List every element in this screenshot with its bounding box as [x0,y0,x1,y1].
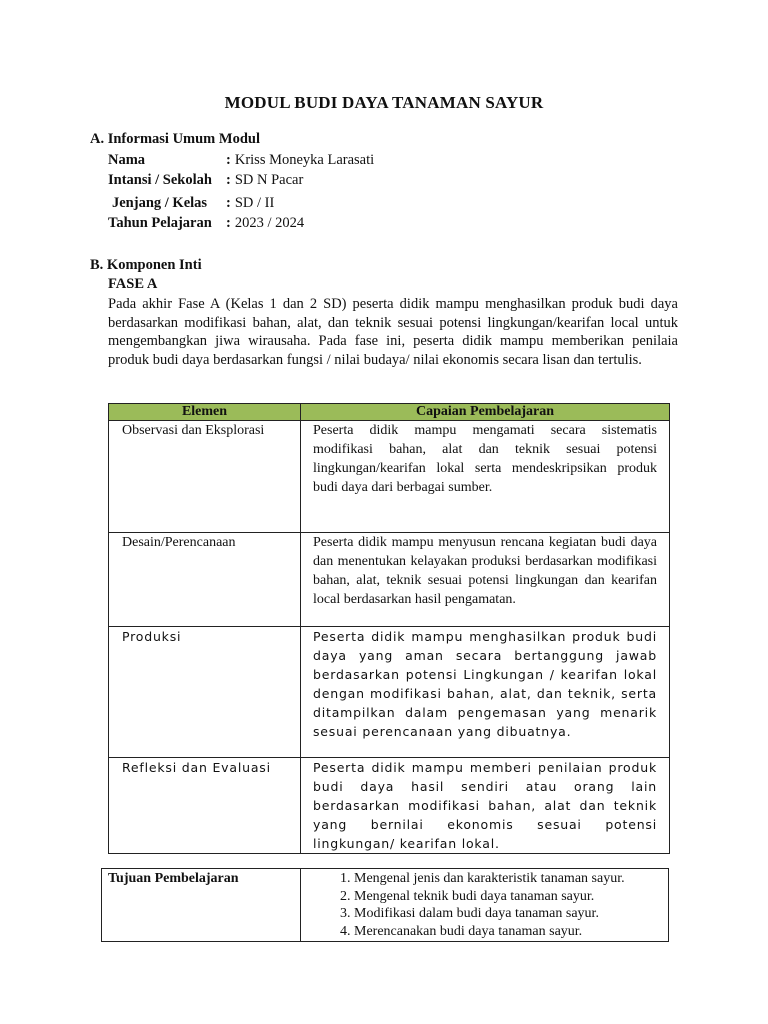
separator: : [226,172,231,188]
fase-heading: FASE A [108,276,158,292]
table-row [109,758,670,854]
document-title: MODUL BUDI DAYA TANAMAN SAYUR [224,93,544,112]
list-item: 3. Modifikasi dalam budi daya tanaman sayur. [354,905,667,923]
info-row-nama [108,152,374,169]
info-value [226,172,303,189]
list-item: 1. Mengenal jenis dan karakteristik tanaman sayur. [354,870,667,888]
list-item: 4. Merencanakan budi daya tanaman sayur. [354,923,667,941]
table-row [102,869,669,942]
section-a-heading: A. Informasi Umum Modul [90,131,260,147]
elemen-cell: Produksi [109,627,301,758]
info-label: Intansi / Sekolah [108,172,212,188]
fase-paragraph: Pada akhir Fase A (Kelas 1 dan 2 SD) peserta didik mampu menghasilkan produk budi daya berdasarkan modifikasi bahan, alat, dan teknik sesuai potensi lingkungan/kearifan local untuk mengembangkan jiwa wirausaha. Pada fase ini, peserta didik mampu memberikan penilaia produk budi daya berdasarkan fungsi / nilai budaya/ nilai ekonomis secara lisan dan tertulis. [108,296,678,368]
info-value-text: SD / II [234,195,275,211]
capaian-table [108,403,670,854]
capaian-cell: Peserta didik mampu memberi penilaian produk budi daya hasil sendiri atau orang lain berdasarkan modifikasi bahan, alat dan teknik yang bernilai ekonomis sesuai potensi lingkungan/ kearifan lokal. [301,758,670,854]
info-label: Tahun Pelajaran [108,215,212,231]
tujuan-list-cell [301,869,669,942]
table-header-row [109,404,670,421]
header-elemen: Elemen [109,404,301,421]
info-value [226,215,304,232]
capaian-cell: Peserta didik mampu menghasilkan produk budi daya yang aman secara bertanggung jawab berdasarkan potensi Lingkungan / kearifan lokal dengan modifikasi bahan, alat, dan teknik, serta ditampilkan dalam pengemasan yang menarik sesuai perencanaan yang dibuatnya. [301,627,670,758]
info-value-text: Kriss Moneyka Larasati [234,152,375,168]
info-value [226,195,274,212]
tujuan-label: Tujuan Pembelajaran [102,869,301,942]
info-row-kelas [112,195,274,212]
elemen-cell: Desain/Perencanaan [109,533,301,627]
separator: : [226,152,231,168]
separator: : [226,195,231,211]
tujuan-list [302,870,667,940]
table-row [109,533,670,627]
info-label: Nama [108,152,146,168]
section-b-heading: B. Komponen Inti [90,257,202,273]
tujuan-table [101,868,669,942]
table-row [109,627,670,758]
capaian-cell: Peserta didik mampu menyusun rencana kegiatan budi daya dan menentukan kelayakan produksi berdasarkan modifikasi bahan, alat, teknik sesuai potensi lingkungan dan kearifan local berdasarkan hasil pengamatan. [301,533,670,627]
capaian-cell: Peserta didik mampu mengamati secara sistematis modifikasi bahan, alat dan teknik sesuai potensi lingkungan/kearifan lokal serta mendeskripsikan produk budi daya dari berbagai sumber. [301,421,670,533]
elemen-cell: Observasi dan Eksplorasi [109,421,301,533]
info-value-text: 2023 / 2024 [234,215,305,231]
info-value-text: SD N Pacar [234,172,304,188]
table-row [109,421,670,533]
header-capaian: Capaian Pembelajaran [301,404,670,421]
elemen-cell: Refleksi dan Evaluasi [109,758,301,854]
list-item: 2. Mengenal teknik budi daya tanaman sayur. [354,888,667,906]
info-label: Jenjang / Kelas [112,195,208,211]
info-row-tahun [108,215,304,232]
info-row-sekolah [108,172,303,189]
separator: : [226,215,231,231]
info-value [226,152,374,169]
